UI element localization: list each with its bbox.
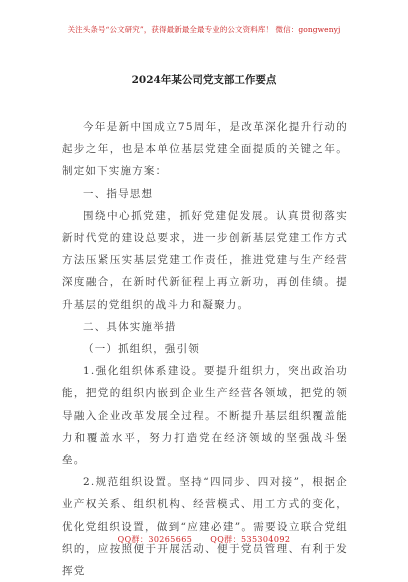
guiding-ideology-paragraph: 围绕中心抓党建，抓好党建促发展。认真贯彻落实新时代党的建设总要求，进一步创新基层党建工作方式方法压紧压实基层党建工作责任，推进党建与生产经营深度融合，在新时代新征程上再立新功，再创佳绩。提升基层的党组织的战斗力和凝聚力。 xyxy=(62,209,348,311)
section-heading-guiding-ideology: 一、指导思想 xyxy=(83,187,154,200)
intro-paragraph: 今年是新中国成立75周年，是改革深化提升行动的起步之年，也是本单位基层党建全面提质的关键之年。制定如下实施方案： xyxy=(62,121,348,178)
document-title: 2024年某公司党支部工作要点 xyxy=(131,74,277,86)
subsection-heading-organization: （一）抓组织，强引领 xyxy=(83,343,200,356)
section-heading-measures: 二、具体实施举措 xyxy=(83,320,177,333)
qq-group-2: QQ群：535304092 xyxy=(210,535,291,544)
qq-group-1: QQ群：30265665 xyxy=(117,535,193,544)
document-body xyxy=(62,116,348,582)
promo-banner: 关注头条号“公文研究”，获得最新最全最专业的公文资料库！ 微信：gongwenyj xyxy=(67,25,341,34)
item-2-paragraph: 2.规范组织设置。坚持“四同步、四对接”，根据企业产权关系、组织机构、经营模式、用工方式的变化，优化党组织设置，做到“应建必建”。需要设立联合党组织的，应按照便于开展活动、便于党员管理、有利于发挥党 xyxy=(62,476,348,578)
item-1-paragraph: 1.强化组织体系建设。要提升组织力，突出政治功能，把党的组织内嵌到企业生产经营各领域，把党的领导融入企业改革发展全过程。不断提升基层组织覆盖能力和覆盖水平，努力打造党在经济领域的坚强战斗堡垒。 xyxy=(62,365,348,467)
footer-contact xyxy=(0,534,408,545)
